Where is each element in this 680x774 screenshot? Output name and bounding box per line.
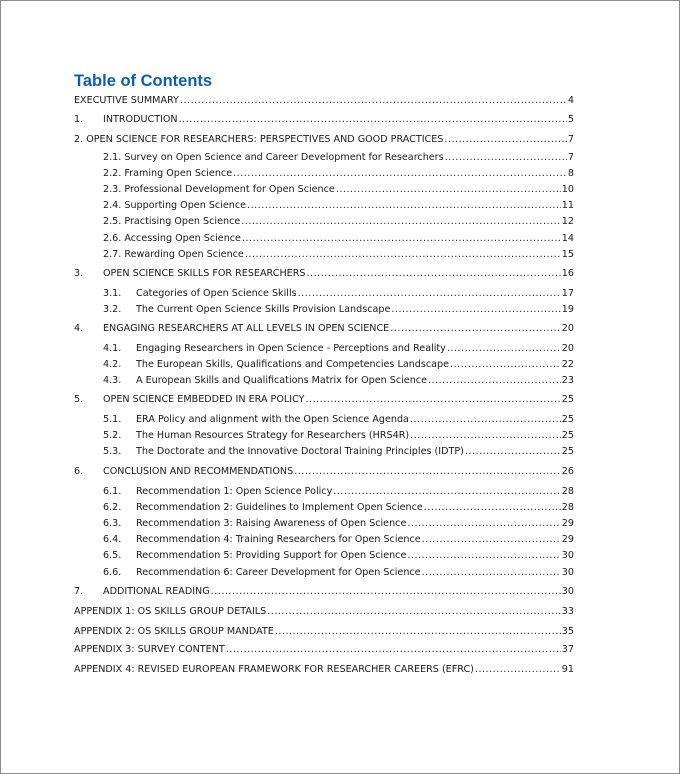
dot-leader — [475, 663, 561, 677]
dot-leader — [242, 232, 561, 246]
toc-page-number: 7 — [567, 152, 574, 163]
toc-entry[interactable] — [74, 643, 574, 657]
dot-leader — [390, 322, 561, 336]
toc-entry[interactable] — [103, 445, 574, 459]
dot-leader — [211, 585, 561, 599]
toc-entry-title: APPENDIX 3: SURVEY CONTENT — [74, 644, 225, 655]
dot-leader — [305, 393, 560, 407]
toc-entry-title: ENGAGING RESEARCHERS AT ALL LEVELS IN OPEN SCIENCE — [103, 323, 390, 334]
toc-entry-title: APPENDIX 1: OS SKILLS GROUP DETAILS — [74, 606, 267, 617]
dot-leader — [410, 429, 561, 443]
dot-leader — [428, 374, 561, 388]
toc-entry[interactable] — [74, 113, 574, 127]
toc-entry-title: 2.6. Accessing Open Science — [103, 233, 241, 244]
toc-page-number: 5 — [567, 114, 574, 125]
toc-entry-title: The European Skills, Qualifications and Competencies Landscape — [136, 359, 450, 370]
toc-entry-number: 5.1. — [103, 414, 122, 425]
toc-entry-title: 2.5. Practising Open Science — [103, 216, 241, 227]
toc-entry[interactable] — [103, 429, 574, 443]
toc-entry[interactable] — [103, 287, 574, 301]
toc-entry[interactable] — [74, 393, 574, 407]
toc-page-number: 26 — [561, 466, 574, 477]
toc-entry-title: 2.2. Framing Open Science — [103, 168, 233, 179]
toc-entry-title: 2. OPEN SCIENCE FOR RESEARCHERS: PERSPECTIVES AND GOOD PRACTICES — [74, 134, 444, 145]
toc-page-number: 25 — [561, 430, 574, 441]
toc-entry-title: The Current Open Science Skills Provision Landscape — [136, 304, 391, 315]
toc-entry[interactable] — [74, 585, 574, 599]
toc-page-number: 91 — [561, 664, 574, 675]
toc-entry-number: 4. — [74, 323, 84, 334]
toc-entry[interactable] — [103, 549, 574, 563]
toc-entry[interactable] — [103, 374, 574, 388]
toc-entry-title: CONCLUSION AND RECOMMENDATIONS — [103, 466, 294, 477]
toc-entry-number: 6.5. — [103, 550, 122, 561]
toc-entry[interactable] — [74, 322, 574, 336]
toc-entry[interactable] — [103, 199, 574, 213]
toc-entry-number: 5.3. — [103, 446, 122, 457]
toc-page-number: 17 — [561, 288, 574, 299]
toc-entry-number: 5.2. — [103, 430, 122, 441]
toc-entry-number: 1. — [74, 114, 84, 125]
toc-page-number: 8 — [567, 168, 574, 179]
toc-page-number: 37 — [561, 644, 574, 655]
toc-page-number: 10 — [561, 184, 574, 195]
toc-page-number: 22 — [561, 359, 574, 370]
toc-entry-number: 3. — [74, 268, 84, 279]
dot-leader — [407, 549, 560, 563]
toc-entry-title: The Human Resources Strategy for Researchers (HRS4R) — [136, 430, 410, 441]
dot-leader — [241, 215, 561, 229]
toc-entry-title: A European Skills and Qualifications Matrix for Open Science — [136, 375, 427, 386]
toc-entry-title: 2.4. Supporting Open Science — [103, 200, 247, 211]
toc-entry[interactable] — [103, 413, 574, 427]
toc-entry[interactable] — [103, 215, 574, 229]
toc-entry[interactable] — [103, 566, 574, 580]
toc-page-number: 35 — [561, 626, 574, 637]
dot-leader — [391, 303, 560, 317]
toc-entry[interactable] — [103, 501, 574, 515]
toc-entry[interactable] — [103, 167, 574, 181]
toc-entry[interactable] — [103, 485, 574, 499]
toc-page-number: 20 — [561, 323, 574, 334]
toc-entry[interactable] — [103, 358, 574, 372]
toc-entry-title: Recommendation 5: Providing Support for Open Science — [136, 550, 407, 561]
toc-page-number: 25 — [561, 446, 574, 457]
dot-leader — [179, 113, 567, 127]
toc-entry-number: 6.6. — [103, 567, 122, 578]
toc-page-number: 19 — [561, 304, 574, 315]
toc-entry-title: Recommendation 3: Raising Awareness of Open Science — [136, 518, 407, 529]
dot-leader — [294, 465, 561, 479]
toc-page-number: 33 — [561, 606, 574, 617]
toc-page-number: 29 — [561, 518, 574, 529]
toc-entry-title: APPENDIX 4: REVISED EUROPEAN FRAMEWORK FOR RESEARCHER CAREERS (EFRC) — [74, 664, 474, 675]
toc-entry-title: 2.7. Rewarding Open Science — [103, 249, 244, 260]
dot-leader — [333, 485, 561, 499]
toc-page-number: 28 — [561, 502, 574, 513]
toc-entry-title: Categories of Open Science Skills — [136, 288, 297, 299]
dot-leader — [226, 643, 561, 657]
dot-leader — [450, 358, 561, 372]
toc-entry-title: OPEN SCIENCE EMBEDDED IN ERA POLICY — [103, 394, 305, 405]
toc-entry-number: 6.1. — [103, 486, 122, 497]
toc-entry-title: The Doctorate and the Innovative Doctoral Training Principles (IDTP) — [136, 446, 464, 457]
toc-entry-number: 6.4. — [103, 534, 122, 545]
dot-leader — [233, 167, 567, 181]
toc-page-number: 11 — [561, 200, 574, 211]
toc-entry-title: ADDITIONAL READING — [103, 586, 210, 597]
toc-entry-title: APPENDIX 2: OS SKILLS GROUP MANDATE — [74, 626, 274, 637]
toc-entry[interactable] — [74, 465, 574, 479]
toc-page-number: 30 — [561, 586, 574, 597]
dot-leader — [444, 133, 567, 147]
dot-leader — [306, 267, 560, 281]
toc-entry-title: Recommendation 4: Training Researchers for Open Science — [136, 534, 421, 545]
toc-entry-title: Engaging Researchers in Open Science - Perceptions and Reality — [136, 343, 446, 354]
toc-page-number: 30 — [561, 567, 574, 578]
dot-leader — [247, 199, 561, 213]
toc-entry-number: 4.2. — [103, 359, 122, 370]
toc-entry-title: EXECUTIVE SUMMARY — [74, 95, 179, 106]
toc-entry[interactable] — [74, 625, 574, 639]
toc-entry[interactable] — [103, 533, 574, 547]
dot-leader — [275, 625, 561, 639]
toc-entry-title: Recommendation 6: Career Development for Open Science — [136, 567, 421, 578]
toc-page-number: 20 — [561, 343, 574, 354]
dot-leader — [447, 342, 561, 356]
toc-entry-number: 6. — [74, 466, 84, 477]
dot-leader — [336, 183, 561, 197]
toc-entry-number: 7. — [74, 586, 84, 597]
toc-page-number: 16 — [561, 268, 574, 279]
toc-entry[interactable] — [74, 267, 574, 281]
toc-page-number: 7 — [567, 134, 574, 145]
toc-entry-title: OPEN SCIENCE SKILLS FOR RESEARCHERS — [103, 268, 306, 279]
dot-leader — [445, 151, 567, 165]
toc-entry[interactable] — [74, 605, 574, 619]
toc-entry[interactable] — [74, 663, 574, 677]
toc-entry-number: 3.2. — [103, 304, 122, 315]
toc-entry[interactable] — [103, 232, 574, 246]
toc-page-number: 25 — [561, 414, 574, 425]
toc-page-number: 4 — [567, 95, 574, 106]
toc-entry[interactable] — [103, 151, 574, 165]
toc-entry[interactable] — [103, 517, 574, 531]
toc-entry-title: INTRODUCTION — [103, 114, 178, 125]
toc-page-number: 15 — [561, 249, 574, 260]
toc-entry-number: 4.1. — [103, 343, 122, 354]
dot-leader — [410, 413, 561, 427]
toc-page-number: 28 — [561, 486, 574, 497]
dot-leader — [267, 605, 561, 619]
toc-page-number: 25 — [561, 394, 574, 405]
toc-heading: Table of Contents — [74, 72, 213, 90]
dot-leader — [422, 566, 561, 580]
toc-entry[interactable] — [74, 94, 574, 108]
toc-page-number: 29 — [561, 534, 574, 545]
toc-entry[interactable] — [103, 248, 574, 262]
dot-leader — [245, 248, 561, 262]
dot-leader — [424, 501, 561, 515]
toc-entry-title: 2.1. Survey on Open Science and Career Development for Researchers — [103, 152, 444, 163]
toc-entry[interactable] — [74, 133, 574, 147]
toc-page-number: 23 — [561, 375, 574, 386]
toc-page-number: 30 — [561, 550, 574, 561]
toc-entry[interactable] — [103, 303, 574, 317]
toc-entry-title: 2.3. Professional Development for Open Science — [103, 184, 335, 195]
toc-entry-title: Recommendation 1: Open Science Policy — [136, 486, 333, 497]
dot-leader — [465, 445, 561, 459]
toc-page-number: 14 — [561, 233, 574, 244]
dot-leader — [407, 517, 560, 531]
toc-page-number: 12 — [561, 216, 574, 227]
toc-entry[interactable] — [103, 342, 574, 356]
toc-entry-number: 4.3. — [103, 375, 122, 386]
toc-entry-number: 6.3. — [103, 518, 122, 529]
toc-entry-number: 6.2. — [103, 502, 122, 513]
dot-leader — [422, 533, 561, 547]
toc-entry[interactable] — [103, 183, 574, 197]
toc-entry-number: 3.1. — [103, 288, 122, 299]
toc-entry-number: 5. — [74, 394, 84, 405]
dot-leader — [180, 94, 567, 108]
toc-entry-title: ERA Policy and alignment with the Open Science Agenda — [136, 414, 409, 425]
toc-entry-title: Recommendation 2: Guidelines to Implement Open Science — [136, 502, 423, 513]
dot-leader — [298, 287, 561, 301]
